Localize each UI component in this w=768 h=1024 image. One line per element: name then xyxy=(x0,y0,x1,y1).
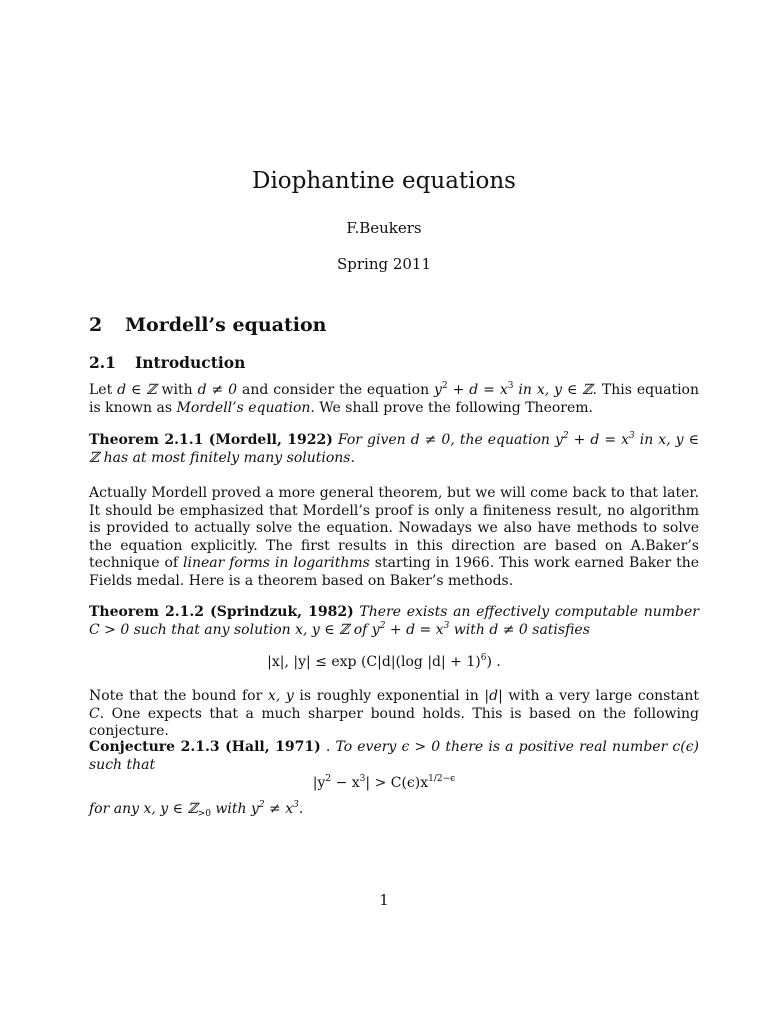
theorem-2-1-1: Theorem 2.1.1 (Mordell, 1922) For given d ≠ 0, the equation $y^2 + d = x^3$ in x, y ∈ ℤ has at most finitely many solutions. xyxy=(89,431,699,466)
theorem-heading: Theorem 2.1.2 (Sprindzuk, 1982) xyxy=(89,604,354,620)
bound-paragraph: Note that the bound for x, y is roughly exponential in |d| with a very large constant C. One expects that a much sharper bound holds. This is based on the following conjecture. xyxy=(89,688,699,740)
document-date: Spring 2011 xyxy=(336,255,432,273)
display-equation-hall: $|y^2 - x^3| > C(\epsilon)x^{1/2-\epsilon}$ xyxy=(312,774,456,791)
subsection-heading xyxy=(89,353,245,372)
intro-paragraph: Let d ∈ ℤ with d ≠ 0 and consider the equation $y^2 + d = x^3$ in x, y ∈ ℤ. This equation is known as Mordell’s equation. We shall prove the following Theorem. xyxy=(89,381,699,416)
conjecture-tail: for any x, y ∈ ℤ$_{>0}$ with $y^2 \ne x^3$. xyxy=(89,800,304,819)
subsection-number: 2.1 xyxy=(89,353,116,372)
history-paragraph: Actually Mordell proved a more general theorem, but we will come back to that later. It should be emphasized that Mordell’s proof is only a finiteness result, no algorithm is provided to actually solve the equation. Nowadays we also have methods to solve the equation explicitly. The first results in this direction are based on A.Baker’s technique of linear forms in logarithms starting in 1966. This work earned Baker the Fields medal. Here is a theorem based on Baker’s methods. xyxy=(89,485,700,589)
section-number: 2 xyxy=(89,314,103,336)
display-equation-bound: |x|, |y| ≤ exp (C|d|(log |d| + 1)$^6$) . xyxy=(267,653,501,670)
document-title: Diophantine equations xyxy=(252,168,516,194)
emphasis-mordell: Mordell’s equation xyxy=(176,399,311,416)
theorem-2-1-2: Theorem 2.1.2 (Sprindzuk, 1982) There exists an effectively computable number C > 0 such that any solution x, y ∈ ℤ of $y^2 + d = x^3$ with d ≠ 0 satisfies xyxy=(89,604,699,638)
section-heading xyxy=(89,314,326,336)
theorem-heading: Theorem 2.1.1 (Mordell, 1922) xyxy=(89,432,333,448)
author-name: F.Beukers xyxy=(346,219,422,237)
page-number: 1 xyxy=(379,891,389,909)
conjecture-heading: Conjecture 2.1.3 (Hall, 1971) xyxy=(89,739,321,755)
emphasis-linear-forms: linear forms in logarithms xyxy=(183,555,370,572)
section-title: Mordell’s equation xyxy=(125,314,327,336)
subsection-title: Introduction xyxy=(135,353,246,372)
conjecture-2-1-3: Conjecture 2.1.3 (Hall, 1971) . To every ϵ > 0 there is a positive real number c(ϵ) such that xyxy=(89,739,699,773)
